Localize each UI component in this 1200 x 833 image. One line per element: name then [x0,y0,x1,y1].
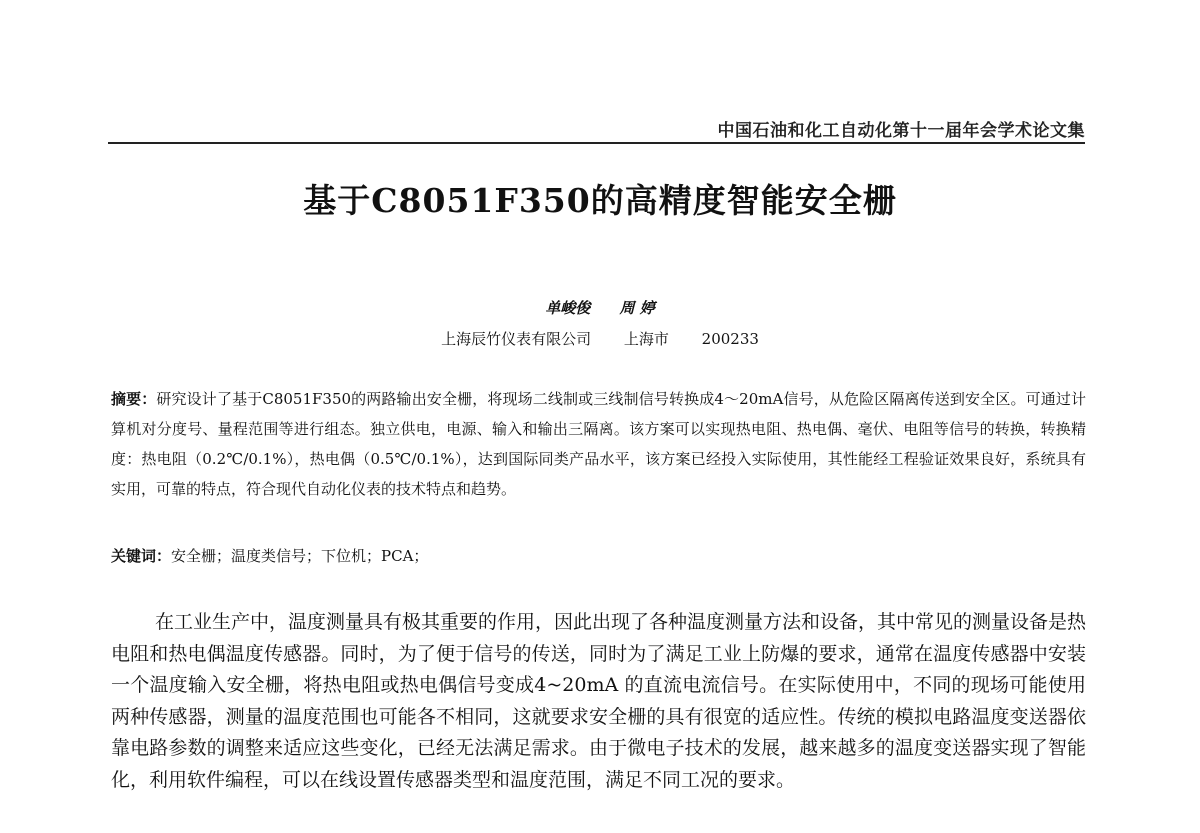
keywords [111,545,1086,566]
affiliation-postcode: 200233 [701,330,759,348]
keywords-text: 安全栅；温度类信号；下位机；PCA； [171,547,429,565]
journal-title: 中国石油和化工自动化第十一届年会学术论文集 [717,121,1085,141]
affiliation-company: 上海辰竹仪表有限公司 [441,330,592,348]
author-name: 周 婷 [619,299,655,317]
journal-header [108,114,1085,144]
abstract-text: 研究设计了基于C8051F350的两路输出安全栅，将现场二线制或三线制信号转换成4～20mA信号，从危险区隔离传送到安全区。可通过计算机对分度号、量程范围等进行组态。独立供电，电源、输入和输出三隔离。该方案可以实现热电阻、热电偶、毫伏、电阻等信号的转换，转换精度：热电阻（0.2℃/0.1%），热电偶（0.5℃/0.1%），达到国际同类产品水平，该方案已经投入实际使用，其性能经工程验证效果良好，系统具有实用，可靠的特点，符合现代自动化仪表的技术特点和趋势。 [111,390,1086,498]
paper-title: 基于C8051F350的高精度智能安全栅 [303,181,897,220]
body-paragraph: 在工业生产中，温度测量具有极其重要的作用，因此出现了各种温度测量方法和设备，其中常见的测量设备是热电阻和热电偶温度传感器。同时，为了便于信号的传送，同时为了满足工业上防爆的要求，通常在温度传感器中安装一个温度输入安全栅，将热电阻或热电偶信号变成4~20mA 的直流电流信号。在实际使用中，不同的现场可能使用两种传感器，测量的温度范围也可能各不相同，这就要求安全栅的具有很宽的适应性。传统的模拟电路温度变送器依靠电路参数的调整来适应这些变化，已经无法满足需求。由于微电子技术的发展，越来越多的温度变送器实现了智能化，利用软件编程，可以在线设置传感器类型和温度范围，满足不同工况的要求。 [111,611,1087,791]
keywords-label: 关键词： [111,547,172,565]
abstract-label: 摘要： [111,390,157,408]
affiliation-city: 上海市 [623,330,669,348]
abstract [111,384,1086,504]
author-name: 单峻俊 [545,299,591,317]
affiliation [0,328,1200,349]
author-list [0,297,1200,318]
